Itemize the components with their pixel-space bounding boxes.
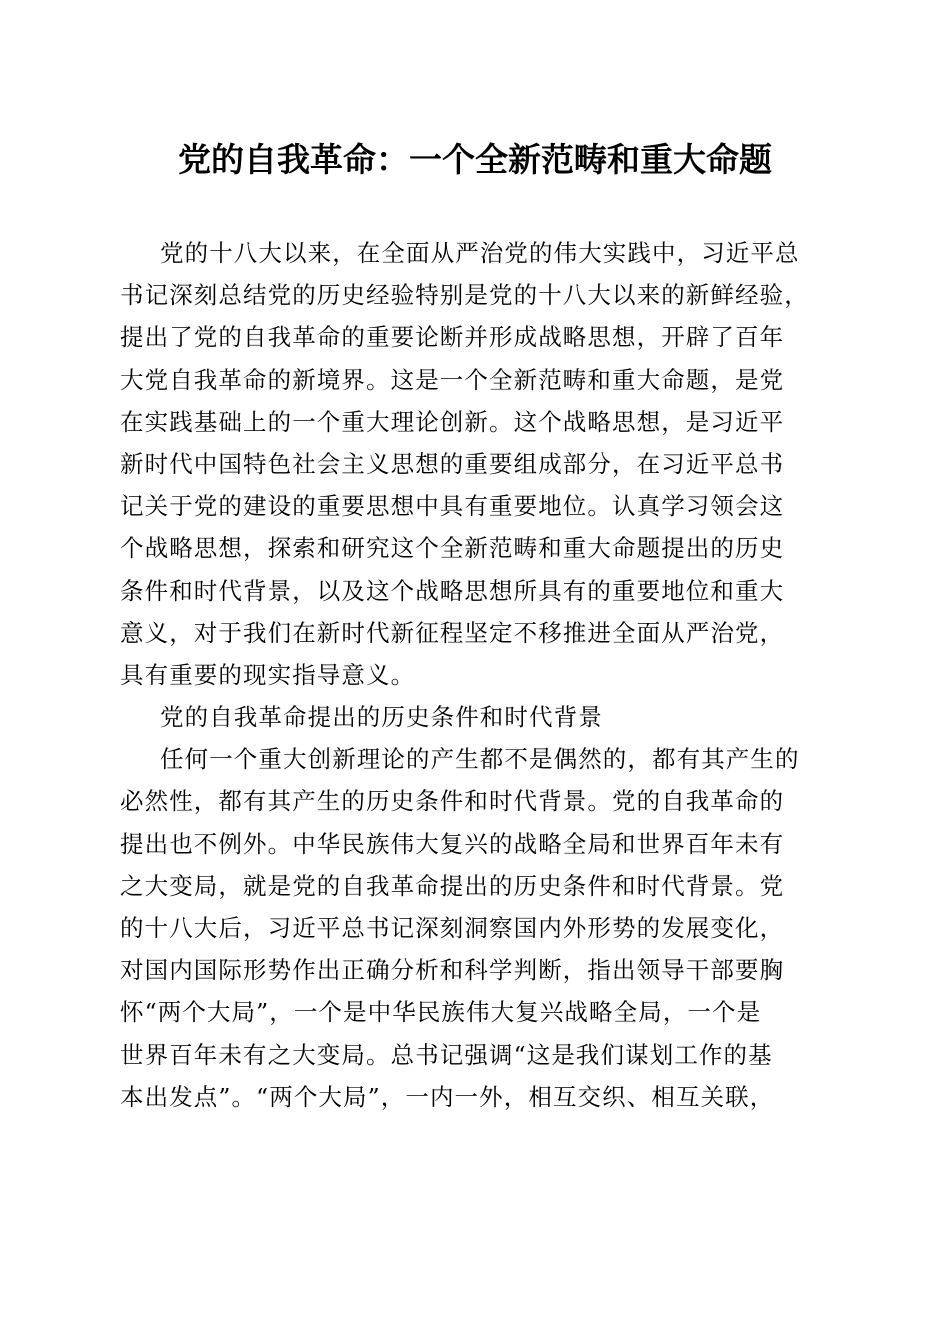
text-line: 大党自我革命的新境界。这是一个全新范畴和重大命题，是党 (120, 365, 785, 394)
text-line: 在实践基础上的一个重大理论创新。这个战略思想，是习近平 (120, 407, 785, 436)
text-line: 新时代中国特色社会主义思想的重要组成部分，在习近平总书 (120, 449, 785, 478)
text-line: 条件和时代背景，以及这个战略思想所具有的重要地位和重大 (120, 576, 785, 605)
text-line: 之大变局，就是党的自我革命提出的历史条件和时代背景。党 (120, 871, 785, 900)
text-line: 意义，对于我们在新时代新征程坚定不移推进全面从严治党， (120, 618, 785, 647)
text-line: 具有重要的现实指导意义。 (120, 660, 416, 689)
text-line: 提出也不例外。中华民族伟大复兴的战略全局和世界百年未有 (120, 829, 785, 858)
document-body (120, 232, 830, 1118)
text-line: 书记深刻总结党的历史经验特别是党的十八大以来的新鲜经验， (120, 281, 809, 310)
text-line: 世界百年未有之大变局。总书记强调“这是我们谋划工作的基 (120, 1040, 773, 1069)
text-line: 怀“两个大局”，一个是中华民族伟大复兴战略全局，一个是 (120, 998, 762, 1027)
text-line: 提出了党的自我革命的重要论断并形成战略思想，开辟了百年 (120, 323, 785, 352)
text-line: 本出发点”。“两个大局”，一内一外，相互交织、相互关联， (120, 1082, 775, 1111)
text-line: 记关于党的建设的重要思想中具有重要地位。认真学习领会这 (120, 492, 785, 521)
document-title: 党的自我革命：一个全新范畴和重大命题 (178, 140, 772, 179)
text-line: 必然性，都有其产生的历史条件和时代背景。党的自我革命的 (120, 787, 785, 816)
text-line: 党的十八大以来，在全面从严治党的伟大实践中，习近平总 (160, 239, 800, 267)
text-line: 个战略思想，探索和研究这个全新范畴和重大命题提出的历史 (120, 534, 785, 563)
text-line: 任何一个重大创新理论的产生都不是偶然的，都有其产生的 (160, 745, 800, 774)
text-line: 的十八大后，习近平总书记深刻洞察国内外形势的发展变化， (120, 914, 785, 942)
text-line: 对国内国际形势作出正确分析和科学判断，指出领导干部要胸 (120, 956, 785, 985)
section-heading: 党的自我革命提出的历史条件和时代背景 (160, 703, 603, 732)
